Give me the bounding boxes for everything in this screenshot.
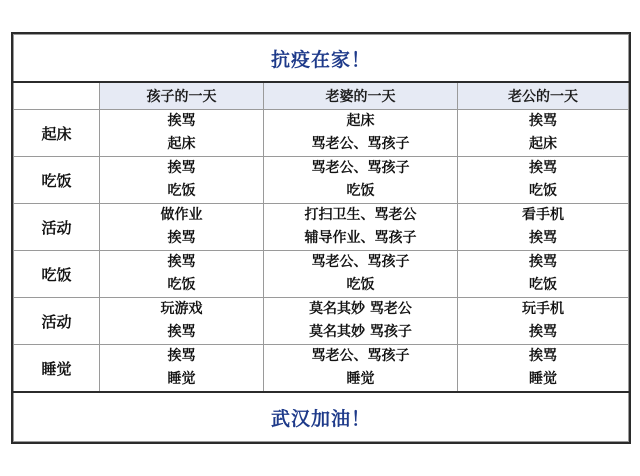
cell-line: 起床: [529, 136, 557, 152]
cell-line: 骂老公、骂孩子: [311, 254, 410, 270]
cell-line: 挨骂: [529, 230, 557, 246]
cell-line: 吃饭: [529, 277, 557, 293]
row-label: 活动: [14, 204, 100, 251]
cell-wife: [264, 298, 458, 345]
column-header-row: [14, 82, 629, 110]
cell-line: 挨骂: [529, 113, 557, 129]
row-label: 吃饭: [14, 157, 100, 204]
cell-child: [100, 110, 264, 157]
cell-line: 起床: [346, 113, 375, 129]
column-header-husband: 老公的一天: [458, 82, 629, 110]
table-row: [14, 345, 629, 393]
cell-wife: [264, 345, 458, 393]
cell-wife: [264, 157, 458, 204]
cell-line: 看手机: [522, 207, 564, 223]
cell-line: 玩游戏: [160, 301, 203, 317]
row-label: 吃饭: [14, 251, 100, 298]
cell-line: 挨骂: [167, 324, 196, 340]
table-row: [14, 110, 629, 157]
cell-line: 辅导作业、骂孩子: [304, 230, 417, 246]
cell-husband: [458, 110, 629, 157]
cell-line: 骂老公、骂孩子: [311, 136, 410, 152]
cell-line: 骂老公、骂孩子: [311, 160, 410, 176]
cell-line: 骂老公、骂孩子: [311, 348, 410, 364]
cell-wife: [264, 251, 458, 298]
cell-line: 吃饭: [167, 277, 196, 293]
cell-child: [100, 298, 264, 345]
schedule-sheet: [11, 32, 631, 444]
cell-line: 挨骂: [167, 160, 196, 176]
cell-line: 挨骂: [529, 254, 557, 270]
column-header-wife: 老婆的一天: [264, 82, 458, 110]
table-row: [14, 204, 629, 251]
cell-wife: [264, 204, 458, 251]
row-label: 活动: [14, 298, 100, 345]
row-label: 睡觉: [14, 345, 100, 393]
cell-line: 吃饭: [346, 183, 375, 199]
cell-line: 挨骂: [529, 160, 557, 176]
cell-line: 吃饭: [346, 277, 375, 293]
table-row: [14, 157, 629, 204]
cell-line: 吃饭: [529, 183, 557, 199]
cell-husband: [458, 345, 629, 393]
cell-child: [100, 251, 264, 298]
cell-husband: [458, 298, 629, 345]
cell-child: [100, 157, 264, 204]
column-header-child: 孩子的一天: [100, 82, 264, 110]
cell-line: 挨骂: [167, 113, 196, 129]
table-row: [14, 251, 629, 298]
footer-slogan: 武汉加油！: [14, 392, 629, 442]
cell-line: 睡觉: [529, 371, 557, 387]
cell-husband: [458, 204, 629, 251]
daily-schedule-table: [13, 34, 629, 442]
table-row: [14, 298, 629, 345]
cell-line: 挨骂: [167, 254, 196, 270]
cell-wife: [264, 110, 458, 157]
page-title: 抗疫在家！: [14, 35, 629, 83]
cell-line: 莫名其妙 骂孩子: [309, 324, 412, 340]
cell-line: 睡觉: [346, 371, 375, 387]
cell-line: 起床: [167, 136, 196, 152]
cell-husband: [458, 251, 629, 298]
cell-line: 挨骂: [167, 348, 196, 364]
cell-line: 挨骂: [529, 324, 557, 340]
cell-line: 玩手机: [522, 301, 564, 317]
cell-line: 挨骂: [529, 348, 557, 364]
cell-child: [100, 204, 264, 251]
cell-line: 睡觉: [167, 371, 196, 387]
cell-line: 莫名其妙 骂老公: [309, 301, 412, 317]
cell-husband: [458, 157, 629, 204]
cell-line: 吃饭: [167, 183, 196, 199]
header-corner: [14, 82, 100, 110]
cell-line: 挨骂: [167, 230, 196, 246]
cell-line: 打扫卫生、骂老公: [304, 207, 417, 223]
cell-child: [100, 345, 264, 393]
cell-line: 做作业: [160, 207, 203, 223]
row-label: 起床: [14, 110, 100, 157]
